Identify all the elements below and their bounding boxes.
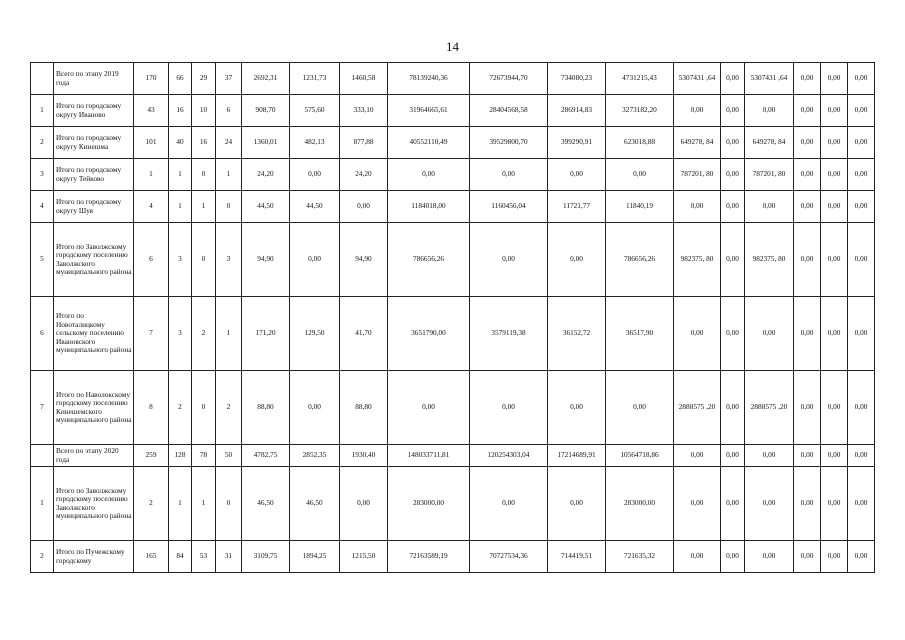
table-cell-c16: 0,00: [821, 95, 848, 127]
table-cell-c13: 0,00: [721, 297, 745, 371]
table-cell-c16: 0,00: [821, 127, 848, 159]
table-row: [31, 95, 875, 127]
table-cell-c2: 84: [169, 541, 192, 573]
table-cell-c10: 0,00: [548, 467, 606, 541]
table-cell-c12: 5307431 ,64: [674, 63, 721, 95]
table-cell-c9: 0,00: [470, 371, 548, 445]
table-cell-c4: 1: [216, 297, 242, 371]
table-cell-c8: 3651790,00: [388, 297, 470, 371]
table-cell-c1: 43: [134, 95, 169, 127]
table-cell-c4: 50: [216, 445, 242, 467]
table-cell-c1: 259: [134, 445, 169, 467]
table-cell-c12: 649278, 84: [674, 127, 721, 159]
table-cell-c1: 4: [134, 191, 169, 223]
table-cell-c7: 0,00: [340, 467, 388, 541]
table-cell-c2: 3: [169, 297, 192, 371]
table-cell-c3: 29: [192, 63, 216, 95]
table-cell-c6: 1894,25: [290, 541, 340, 573]
table-cell-c8: 283000,00: [388, 467, 470, 541]
table-cell-c16: 0,00: [821, 371, 848, 445]
table-cell-c2: 1: [169, 191, 192, 223]
table-cell-c6: 482,13: [290, 127, 340, 159]
table-cell-number: 7: [31, 371, 54, 445]
table-cell-name: Итого по городскому округу Кинешма: [54, 127, 134, 159]
table-cell-c9: 3579119,38: [470, 297, 548, 371]
table-cell-c12: 0,00: [674, 297, 721, 371]
table-cell-c7: 877,88: [340, 127, 388, 159]
table-cell-c13: 0,00: [721, 371, 745, 445]
table-cell-c10: 0,00: [548, 223, 606, 297]
table-cell-c7: 333,10: [340, 95, 388, 127]
table-cell-c6: 1231,73: [290, 63, 340, 95]
table-cell-c1: 7: [134, 297, 169, 371]
table-cell-c7: 1460,58: [340, 63, 388, 95]
table-cell-c14: 0,00: [745, 445, 794, 467]
table-cell-c15: 0,00: [794, 63, 821, 95]
table-cell-c16: 0,00: [821, 63, 848, 95]
table-cell-c11: 721635,32: [606, 541, 674, 573]
table-cell-c7: 0,00: [340, 191, 388, 223]
table-cell-number: 5: [31, 223, 54, 297]
table-cell-name: Итого по Новоталицкому сельскому поселению Ивановского муниципального района: [54, 297, 134, 371]
table-cell-c10: 286914,83: [548, 95, 606, 127]
table-cell-c5: 908,70: [242, 95, 290, 127]
table-cell-c12: 0,00: [674, 445, 721, 467]
table-cell-c10: 0,00: [548, 159, 606, 191]
table-cell-c4: 3: [216, 223, 242, 297]
table-cell-c11: 36517,90: [606, 297, 674, 371]
table-cell-c4: 6: [216, 95, 242, 127]
table-row: [31, 63, 875, 95]
table-cell-c14: 5307431 ,64: [745, 63, 794, 95]
table-cell-c16: 0,00: [821, 223, 848, 297]
table-cell-c1: 8: [134, 371, 169, 445]
table-cell-c17: 0,00: [848, 467, 875, 541]
table-cell-c10: 0,00: [548, 371, 606, 445]
table-cell-c10: 734080,23: [548, 63, 606, 95]
table-cell-c8: 1184018,00: [388, 191, 470, 223]
table-cell-c9: 28404568,58: [470, 95, 548, 127]
table-row: [31, 371, 875, 445]
table-cell-c15: 0,00: [794, 223, 821, 297]
table-cell-c5: 46,50: [242, 467, 290, 541]
table-cell-c15: 0,00: [794, 159, 821, 191]
table-cell-c12: 0,00: [674, 541, 721, 573]
table-cell-c13: 0,00: [721, 159, 745, 191]
table-cell-c15: 0,00: [794, 467, 821, 541]
table-cell-c3: 10: [192, 95, 216, 127]
table-cell-c5: 88,80: [242, 371, 290, 445]
table-cell-c14: 0,00: [745, 541, 794, 573]
table-cell-c8: 148033711,81: [388, 445, 470, 467]
table-cell-c11: 283000,00: [606, 467, 674, 541]
page-number: 14: [446, 39, 459, 54]
table-cell-c1: 165: [134, 541, 169, 573]
table-cell-number: 3: [31, 159, 54, 191]
table-cell-c14: 787201, 80: [745, 159, 794, 191]
table-cell-c17: 0,00: [848, 95, 875, 127]
table-cell-c3: 1: [192, 191, 216, 223]
table-cell-c4: 31: [216, 541, 242, 573]
table-cell-c16: 0,00: [821, 445, 848, 467]
table-cell-c17: 0,00: [848, 159, 875, 191]
table-cell-c7: 94,90: [340, 223, 388, 297]
table-cell-number: [31, 445, 54, 467]
table-cell-c2: 40: [169, 127, 192, 159]
table-cell-c8: 72163589,19: [388, 541, 470, 573]
table-cell-c15: 0,00: [794, 371, 821, 445]
table-cell-c9: 120254303,04: [470, 445, 548, 467]
table-cell-c17: 0,00: [848, 445, 875, 467]
table-cell-c1: 170: [134, 63, 169, 95]
table-cell-c6: 2852,35: [290, 445, 340, 467]
table-cell-c3: 16: [192, 127, 216, 159]
table-cell-c1: 2: [134, 467, 169, 541]
table-cell-c5: 24,20: [242, 159, 290, 191]
table-cell-c11: 0,00: [606, 159, 674, 191]
table-cell-c3: 2: [192, 297, 216, 371]
table-row: [31, 159, 875, 191]
table-cell-c6: 46,50: [290, 467, 340, 541]
table-cell-c4: 0: [216, 467, 242, 541]
table-cell-name: Итого по Заволжскому городскому поселению Заволжского муниципального района: [54, 223, 134, 297]
table-cell-c6: 44,50: [290, 191, 340, 223]
table-cell-c11: 786656,26: [606, 223, 674, 297]
table-cell-c4: 37: [216, 63, 242, 95]
table-row: [31, 223, 875, 297]
table-cell-c5: 1360,01: [242, 127, 290, 159]
table-cell-c8: 31964665,61: [388, 95, 470, 127]
table-cell-c2: 128: [169, 445, 192, 467]
table-cell-c9: 70727534,36: [470, 541, 548, 573]
table-cell-c17: 0,00: [848, 297, 875, 371]
table-cell-c5: 171,20: [242, 297, 290, 371]
table-cell-c7: 88,80: [340, 371, 388, 445]
table-cell-c10: 17214689,91: [548, 445, 606, 467]
table-cell-c13: 0,00: [721, 191, 745, 223]
table-cell-name: Итого по Наволокскому городскому поселению Кинешемского муниципального района: [54, 371, 134, 445]
table-cell-c2: 16: [169, 95, 192, 127]
table-cell-c13: 0,00: [721, 63, 745, 95]
table-cell-c13: 0,00: [721, 95, 745, 127]
table-cell-c8: 78139240,36: [388, 63, 470, 95]
table-cell-c11: 3273182,20: [606, 95, 674, 127]
table-cell-c8: 0,00: [388, 159, 470, 191]
table-row: [31, 467, 875, 541]
table-cell-c7: 41,70: [340, 297, 388, 371]
table-cell-c8: 0,00: [388, 371, 470, 445]
table-cell-c2: 1: [169, 159, 192, 191]
table-cell-c16: 0,00: [821, 159, 848, 191]
table-cell-c4: 2: [216, 371, 242, 445]
table-cell-c6: 0,00: [290, 223, 340, 297]
table-cell-c7: 24,20: [340, 159, 388, 191]
table-cell-name: Всего по этапу 2020 года: [54, 445, 134, 467]
table-cell-c13: 0,00: [721, 445, 745, 467]
table-row: [31, 297, 875, 371]
table-cell-c14: 982375, 80: [745, 223, 794, 297]
table-cell-c12: 0,00: [674, 95, 721, 127]
table-cell-c2: 66: [169, 63, 192, 95]
table-cell-c12: 0,00: [674, 191, 721, 223]
table-cell-c17: 0,00: [848, 541, 875, 573]
table-cell-c1: 1: [134, 159, 169, 191]
table-cell-number: 1: [31, 467, 54, 541]
table-cell-c9: 1160456,04: [470, 191, 548, 223]
table-cell-c13: 0,00: [721, 467, 745, 541]
table-cell-c3: 0: [192, 223, 216, 297]
table-cell-c14: 0,00: [745, 95, 794, 127]
table-cell-c13: 0,00: [721, 541, 745, 573]
table-cell-c1: 101: [134, 127, 169, 159]
table-cell-c7: 1930,40: [340, 445, 388, 467]
table-cell-name: Итого по Пучежскому городскому: [54, 541, 134, 573]
table-cell-c3: 78: [192, 445, 216, 467]
table-cell-c17: 0,00: [848, 191, 875, 223]
table-cell-c4: 24: [216, 127, 242, 159]
table-cell-c11: 11840,19: [606, 191, 674, 223]
table-cell-c13: 0,00: [721, 127, 745, 159]
table-cell-c3: 0: [192, 371, 216, 445]
table-cell-c2: 2: [169, 371, 192, 445]
table-cell-c5: 94,90: [242, 223, 290, 297]
table-cell-c12: 2888575 ,20: [674, 371, 721, 445]
table-cell-c12: 787201, 80: [674, 159, 721, 191]
table-cell-c10: 36152,72: [548, 297, 606, 371]
table-cell-name: Итого по Заволжскому городскому поселению Заволжского муниципального района: [54, 467, 134, 541]
table-cell-number: [31, 63, 54, 95]
table-cell-c17: 0,00: [848, 223, 875, 297]
table-cell-c6: 575,60: [290, 95, 340, 127]
table-cell-c16: 0,00: [821, 541, 848, 573]
data-table: [30, 62, 875, 573]
table-row: [31, 445, 875, 467]
table-cell-c4: 0: [216, 191, 242, 223]
table-cell-c14: 2888575 ,20: [745, 371, 794, 445]
table-cell-name: Итого по городскому округу Тейково: [54, 159, 134, 191]
table-cell-c6: 0,00: [290, 371, 340, 445]
table-cell-number: 2: [31, 127, 54, 159]
table-cell-c15: 0,00: [794, 541, 821, 573]
table-cell-c6: 0,00: [290, 159, 340, 191]
table-cell-c8: 786656,26: [388, 223, 470, 297]
table-cell-c11: 4731215,43: [606, 63, 674, 95]
table-cell-c10: 11721,77: [548, 191, 606, 223]
table-cell-name: Всего по этапу 2019 года: [54, 63, 134, 95]
table-cell-c15: 0,00: [794, 95, 821, 127]
table-cell-c5: 44,50: [242, 191, 290, 223]
table-cell-number: 6: [31, 297, 54, 371]
table-cell-name: Итого по городскому округу Иваново: [54, 95, 134, 127]
table-cell-c9: 39529800,70: [470, 127, 548, 159]
table-cell-c14: 0,00: [745, 467, 794, 541]
table-cell-c8: 40552110,49: [388, 127, 470, 159]
table-cell-c16: 0,00: [821, 297, 848, 371]
table-cell-c17: 0,00: [848, 63, 875, 95]
table-cell-c9: 0,00: [470, 223, 548, 297]
table-cell-c15: 0,00: [794, 445, 821, 467]
table-cell-c17: 0,00: [848, 371, 875, 445]
table-cell-c5: 3109,75: [242, 541, 290, 573]
table-cell-number: 2: [31, 541, 54, 573]
table-cell-name: Итого по городскому округу Шуя: [54, 191, 134, 223]
table-cell-c10: 399290,91: [548, 127, 606, 159]
table-cell-c14: 0,00: [745, 297, 794, 371]
table-cell-c3: 0: [192, 159, 216, 191]
table-cell-c7: 1215,50: [340, 541, 388, 573]
table-cell-c9: 0,00: [470, 159, 548, 191]
table-cell-c11: 0,00: [606, 371, 674, 445]
table-cell-c4: 1: [216, 159, 242, 191]
table-cell-c15: 0,00: [794, 297, 821, 371]
table-cell-number: 4: [31, 191, 54, 223]
table-cell-c14: 0,00: [745, 191, 794, 223]
table-row: [31, 127, 875, 159]
table-cell-c15: 0,00: [794, 191, 821, 223]
table-cell-c11: 10564718,86: [606, 445, 674, 467]
table-cell-c9: 0,00: [470, 467, 548, 541]
table-cell-c16: 0,00: [821, 467, 848, 541]
table-cell-c11: 623018,88: [606, 127, 674, 159]
table-cell-c16: 0,00: [821, 191, 848, 223]
table-row: [31, 541, 875, 573]
table-cell-c13: 0,00: [721, 223, 745, 297]
table-cell-c12: 0,00: [674, 467, 721, 541]
table-cell-c5: 2692,31: [242, 63, 290, 95]
table-row: [31, 191, 875, 223]
table-cell-c6: 129,50: [290, 297, 340, 371]
table-cell-c2: 3: [169, 223, 192, 297]
table-cell-c17: 0,00: [848, 127, 875, 159]
table-cell-c2: 1: [169, 467, 192, 541]
table-cell-c9: 72673944,70: [470, 63, 548, 95]
table-cell-c10: 714419,51: [548, 541, 606, 573]
table-cell-c1: 6: [134, 223, 169, 297]
table-cell-number: 1: [31, 95, 54, 127]
table-cell-c12: 982375, 80: [674, 223, 721, 297]
table-cell-c15: 0,00: [794, 127, 821, 159]
table-cell-c14: 649278, 84: [745, 127, 794, 159]
table-cell-c3: 1: [192, 467, 216, 541]
table-cell-c5: 4782,75: [242, 445, 290, 467]
table-cell-c3: 53: [192, 541, 216, 573]
